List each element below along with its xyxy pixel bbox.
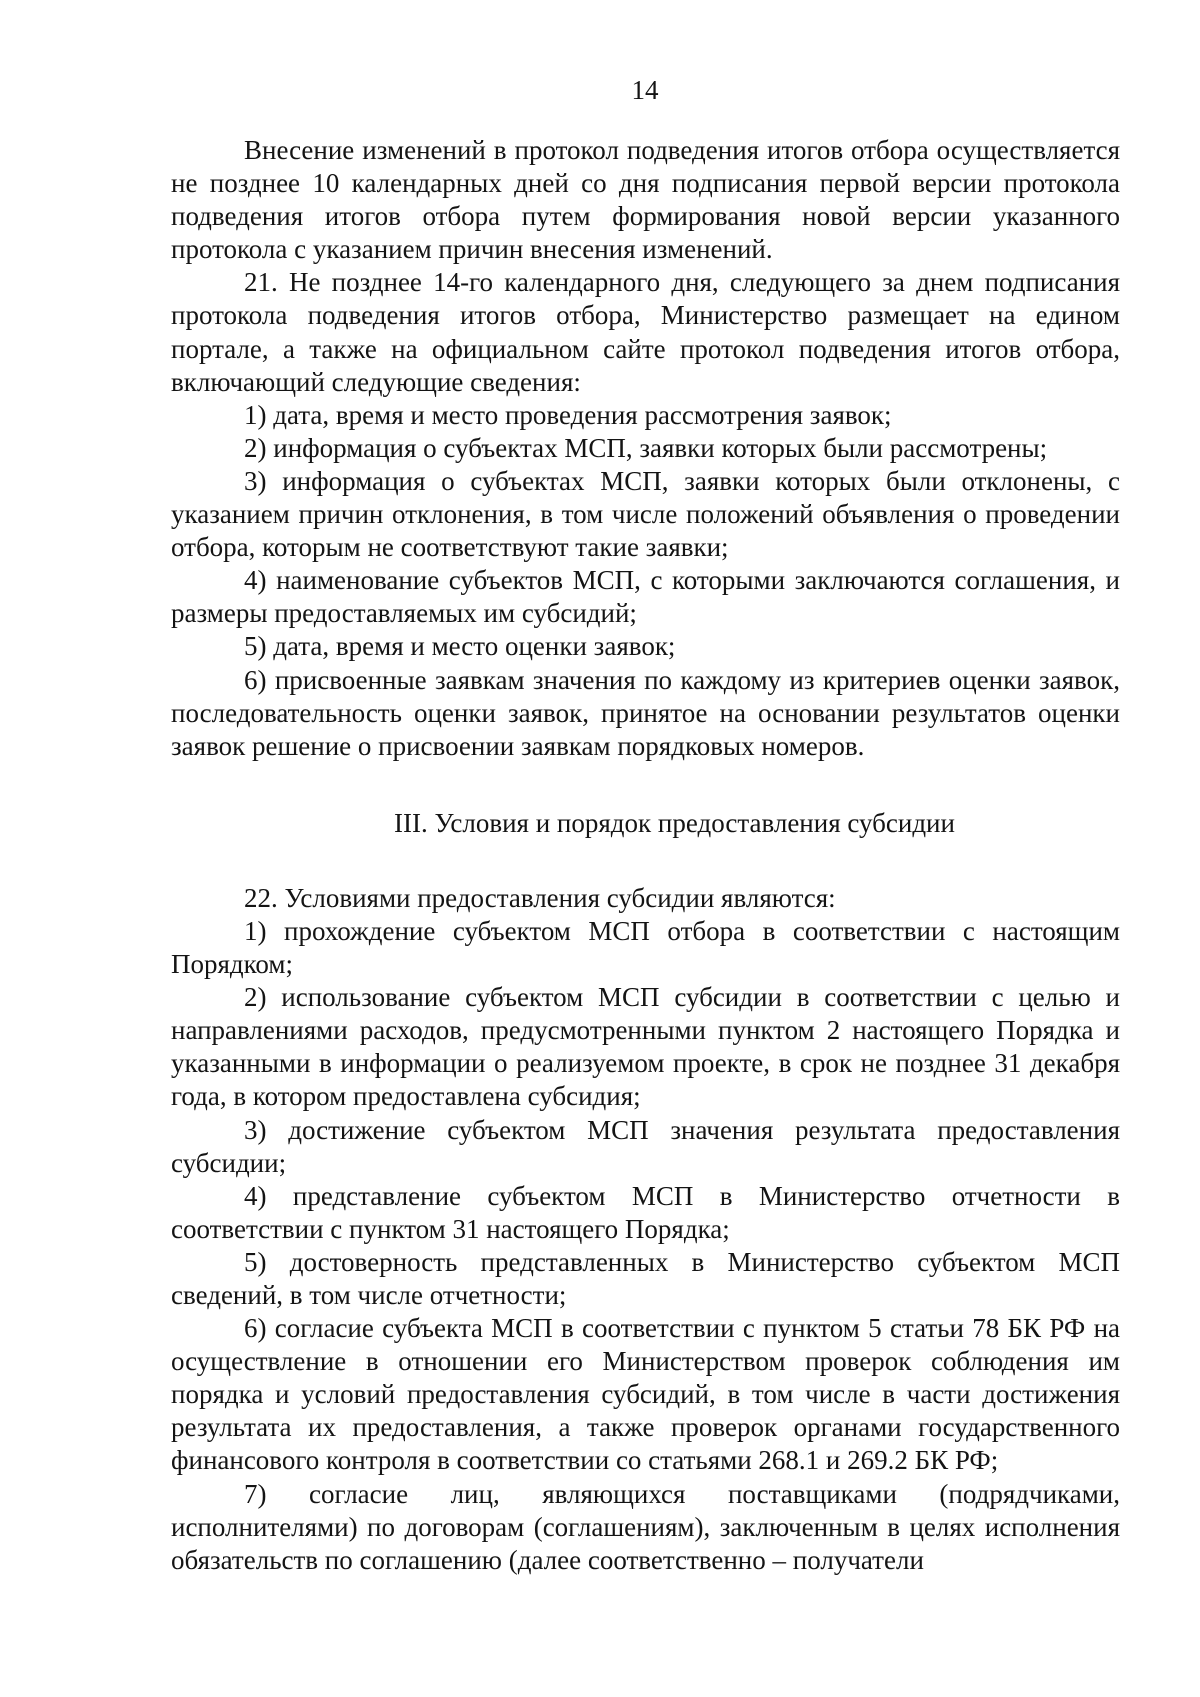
list-item-21-4: 4) наименование субъектов МСП, с которыми заключаются соглашения, и размеры предоставляемых им субсидий; xyxy=(171,565,1120,629)
list-item-21-5: 5) дата, время и место оценки заявок; xyxy=(244,631,676,662)
list-item-21-1: 1) дата, время и место проведения рассмотрения заявок; xyxy=(244,399,892,430)
list-item-21-3: 3) информация о субъектах МСП, заявки которых были отклонены, с указанием причин отклонения, в том числе положений объявления о проведении отбора, которым не соответствуют такие заявки; xyxy=(171,465,1120,563)
page-number: 14 xyxy=(631,75,659,105)
paragraph-item-21: 21. Не позднее 14-го календарного дня, следующего за днем подписания протокола подведения итогов отбора, Министерство размещает на едином портале, а также на официальном сайте протокол подведения итогов отбора, включающий следующие сведения: xyxy=(171,267,1120,397)
list-item-22-6: 6) согласие субъекта МСП в соответствии с пунктом 5 статьи 78 БК РФ на осуществление в отношении его Министерством проверок соблюдения им порядка и условий предоставления субсидий, в том числе в части достижения результата их предоставления, а также проверок органами государственного финансового контроля в соответствии со статьями 268.1 и 269.2 БК РФ; xyxy=(171,1313,1120,1476)
section-heading: III. Условия и порядок предоставления субсидии xyxy=(394,807,955,838)
list-item-21-6: 6) присвоенные заявкам значения по каждому из критериев оценки заявок, последовательность оценки заявок, принятое на основании результатов оценки заявок решение о присвоении заявкам порядковых номеров. xyxy=(171,664,1120,761)
list-item-22-2: 2) использование субъектом МСП субсидии в соответствии с целью и направлениями расходов, предусмотренными пунктом 2 настоящего Порядка и указанными в информации о реализуемом проекте, в срок не позднее 31 декабря года, в котором предоставлена субсидия; xyxy=(171,982,1120,1112)
document-body xyxy=(171,134,1120,1577)
list-item-22-3: 3) достижение субъектом МСП значения результата предоставления субсидии; xyxy=(171,1114,1120,1178)
paragraph-amendment-deadline: Внесение изменений в протокол подведения итогов отбора осуществляется не позднее 10 календарных дней со дня подписания первой версии протокола подведения итогов отбора путем формирования новой версии указанного протокола с указанием причин внесения изменений. xyxy=(171,135,1120,265)
paragraph-item-22: 22. Условиями предоставления субсидии являются: xyxy=(244,882,836,913)
list-item-21-2: 2) информация о субъектах МСП, заявки которых были рассмотрены; xyxy=(244,432,1048,463)
list-item-22-1: 1) прохождение субъектом МСП отбора в соответствии с настоящим Порядком; xyxy=(171,915,1120,980)
list-item-22-4: 4) представление субъектом МСП в Министерство отчетности в соответствии с пунктом 31 настоящего Порядка; xyxy=(171,1180,1120,1244)
list-item-22-5: 5) достоверность представленных в Министерство субъектом МСП сведений, в том числе отчетности; xyxy=(171,1246,1120,1310)
list-item-22-7: 7) согласие лиц, являющихся поставщиками (подрядчиками, исполнителями) по договорам (соглашениям), заключенным в целях исполнения обязательств по соглашению (далее соответственно – получатели xyxy=(171,1478,1120,1575)
